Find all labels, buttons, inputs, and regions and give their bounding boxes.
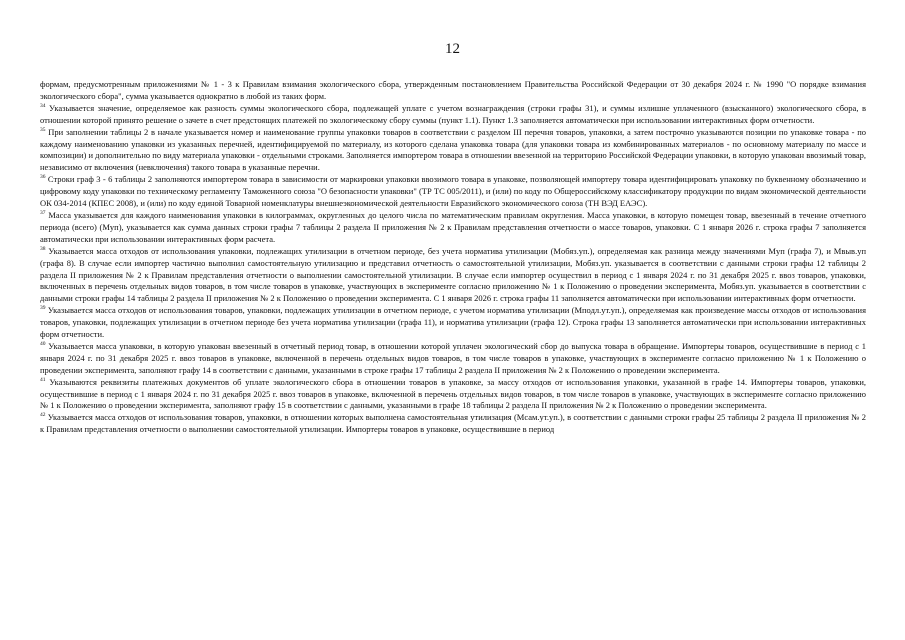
footnote-36	[40, 174, 866, 210]
footnote-text: При заполнении таблицы 2 в начале указывается номер и наименование группы упаковки товаров в соответствии с разделом III перечня товаров, упаковки, а затем построчно указываются позиции по упаковке товара - по каждому наименованию упаковки из указанных перечней, идентифицируемой по материалу, из которого сделана упаковка товара (для упаковки товара из комбинированных материалов - по основному материалу по массе и композиции) и дополнительно по виду материала упаковки - отдельными строками. Заполняется импортером товара в отношении ввезенной на территорию Российской Федерации упаковки, в которую упакован ввозимый товар, независимо от включения (невключения) такого товара в указанные перечни.	[40, 126, 867, 173]
footnotes-body	[40, 79, 866, 436]
footnote-text: Указывается масса отходов от использования товаров, упаковки, подлежащих утилизации в отчетном периоде, с учетом норматива утилизации (Mподл.ут.уп.), определяемая как произведение массы отходов от использования товаров, упаковки, подлежащих утилизации в отчетном периоде без учета норматива утилизации (графа 11), и норматива утилизации (графа 12). Строка графы 13 заполняется автоматически при использовании интерактивных форм отчетности.	[40, 305, 866, 340]
footnote-marker: 42	[40, 412, 46, 419]
footnote-marker: 40	[40, 341, 46, 348]
footnote-40	[40, 341, 866, 377]
footnote-text: Указывается масса упаковки, в которую упакован ввезенный в отчетный период товар, в отношении которой уплачен экологический сбор до выпуска товара в обращение. Импортеры товаров, осуществившие в период с 1 января 2024 г. по 31 декабря 2025 г. ввоз товаров в упаковке, включенной в перечень отдельных видов товаров, в том числе товаров в упаковке, участвующих в эксперименте согласно приложению № 1 к Положению о проведении эксперимента, заполняют графу 14 в соответствии с данными, указанными в строке графы 17 таблицы 2 раздела II приложения № 2 к Положению о проведении эксперимента.	[40, 340, 867, 375]
footnote-text: Указываются реквизиты платежных документов об уплате экологического сбора в отношении товаров в упаковке, за массу отходов от использования упаковки, указанной в графе 14. Импортеры товаров, упаковки, осуществившие в период с 1 января 2024 г. по 31 декабря 2025 г. ввоз товаров в упаковке, включенной в перечень отдельных видов товаров, в том числе товаров в упаковке, участвующих в эксперименте согласно приложению № 1 к Положению о проведении эксперимента, заполняют графу 15 в соответствии с данными, указанными в графе 18 таблицы 2 раздела II приложения № 2 к Положению о проведении эксперимента.	[40, 376, 867, 411]
footnote-marker: 36	[40, 174, 46, 181]
footnote-continuation	[40, 79, 866, 103]
footnote-35	[40, 127, 866, 175]
footnote-37	[40, 210, 866, 246]
footnote-38	[40, 246, 866, 306]
footnote-marker: 37	[40, 210, 46, 217]
footnote-41	[40, 377, 866, 413]
footnote-text: Указывается значение, определяемое как разность суммы экологического сбора, подлежащей уплате с учетом вознаграждения (строки графы 31), и суммы излишне уплаченного (взысканного) экологического сбора, в отношении которой принято решение о зачете в счет предстоящих платежей по экологическому сбору суммы (пункт 1.1). Пункт 1.3 заполняется автоматически при использовании интерактивных форм отчетности.	[40, 102, 867, 125]
footnote-marker: 38	[40, 245, 46, 252]
footnote-text: Строки граф 3 - 6 таблицы 2 заполняются импортером товара в зависимости от маркировки упаковки ввозимого товара в упаковке, позволяющей импортеру товара идентифицировать упаковку по буквенному обозначению и цифровому коду упаковки по техническому регламенту Таможенного союза "О безопасности упаковки" (ТР ТС 005/2011), и (или) по коду по Общероссийскому классификатору продукции по видам экономической деятельности ОК 034-2014 (КПЕС 2008), и (или) по коду единой Товарной номенклатуры внешнеэкономической деятельности Евразийского экономического союза (ТН ВЭД ЕАЭС).	[40, 174, 867, 209]
footnote-text: Указывается масса отходов от использования упаковки, подлежащих утилизации в отчетном периоде, без учета норматива утилизации (Mобяз.уп.), определяемая как разница между значениями Mуп (графа 7), и Mвыв.уп (графа 8). В случае если импортер частично выполнил самостоятельную утилизацию и представил отчетность о самостоятельной утилизации, Mобяз.уп. указывается в соответствии с данными строки графы 12 таблицы 2 раздела II приложения № 2 к Правилам представления отчетности о выполнении самостоятельной утилизации. В случае если импортер осуществил в период с 1 января 2024 г. по 31 декабря 2025 г. ввоз товаров, упаковки, включенных в перечень отдельных видов товаров, в том числе товаров в упаковке, участвующих в эксперименте согласно приложению № 1 к Положению о проведении эксперимента, Mобяз.уп. указывается в соответствии с данными строки графы 14 таблицы 2 раздела II приложения № 2 к Положению о проведении эксперимента. С 1 января 2026 г. строка графы 11 заполняется автоматически при использовании интерактивных форм отчетности.	[40, 245, 866, 304]
footnote-42	[40, 412, 866, 436]
footnote-marker: 41	[40, 376, 46, 383]
footnote-text: Указывается масса отходов от использования товаров, упаковки, в отношении которых выполнена самостоятельная утилизация (Mсам.ут.уп.), в соответствии с данными строки графы 25 таблицы 2 раздела II приложения № 2 к Правилам представления отчетности о выполнении самостоятельной утилизации. Импортеры товаров в упаковке, осуществившие в период	[40, 412, 867, 435]
page-number: 12	[445, 41, 460, 57]
footnote-marker: 39	[40, 305, 46, 312]
footnote-text: Масса указывается для каждого наименования упаковки в килограммах, округленных до целого числа по математическим правилам округления. Масса упаковки, в которую помещен товар, ввезенный в течение отчетного периода (всего) (Mуп), указывается как сумма данных строки графы 7 таблицы 2 раздела II приложения № 2 к Правилам представления отчетности о массе товаров, упаковки. С 1 января 2026 г. строка графы 7 заполняется автоматически при использовании интерактивных форм расчета.	[40, 209, 866, 244]
footnote-marker: 34	[40, 102, 46, 109]
footnote-marker: 35	[40, 126, 46, 133]
paragraph-text: формам, предусмотренным приложениями № 1 - 3 к Правилам взимания экологического сбора, утвержденным постановлением Правительства Российской Федерации от 30 декабря 2024 г. № 1990 "О порядке взимания экологического сбора", сумма указывается однократно в любой из таких форм.	[40, 79, 866, 101]
footnote-34	[40, 103, 866, 127]
footnote-39	[40, 305, 866, 341]
